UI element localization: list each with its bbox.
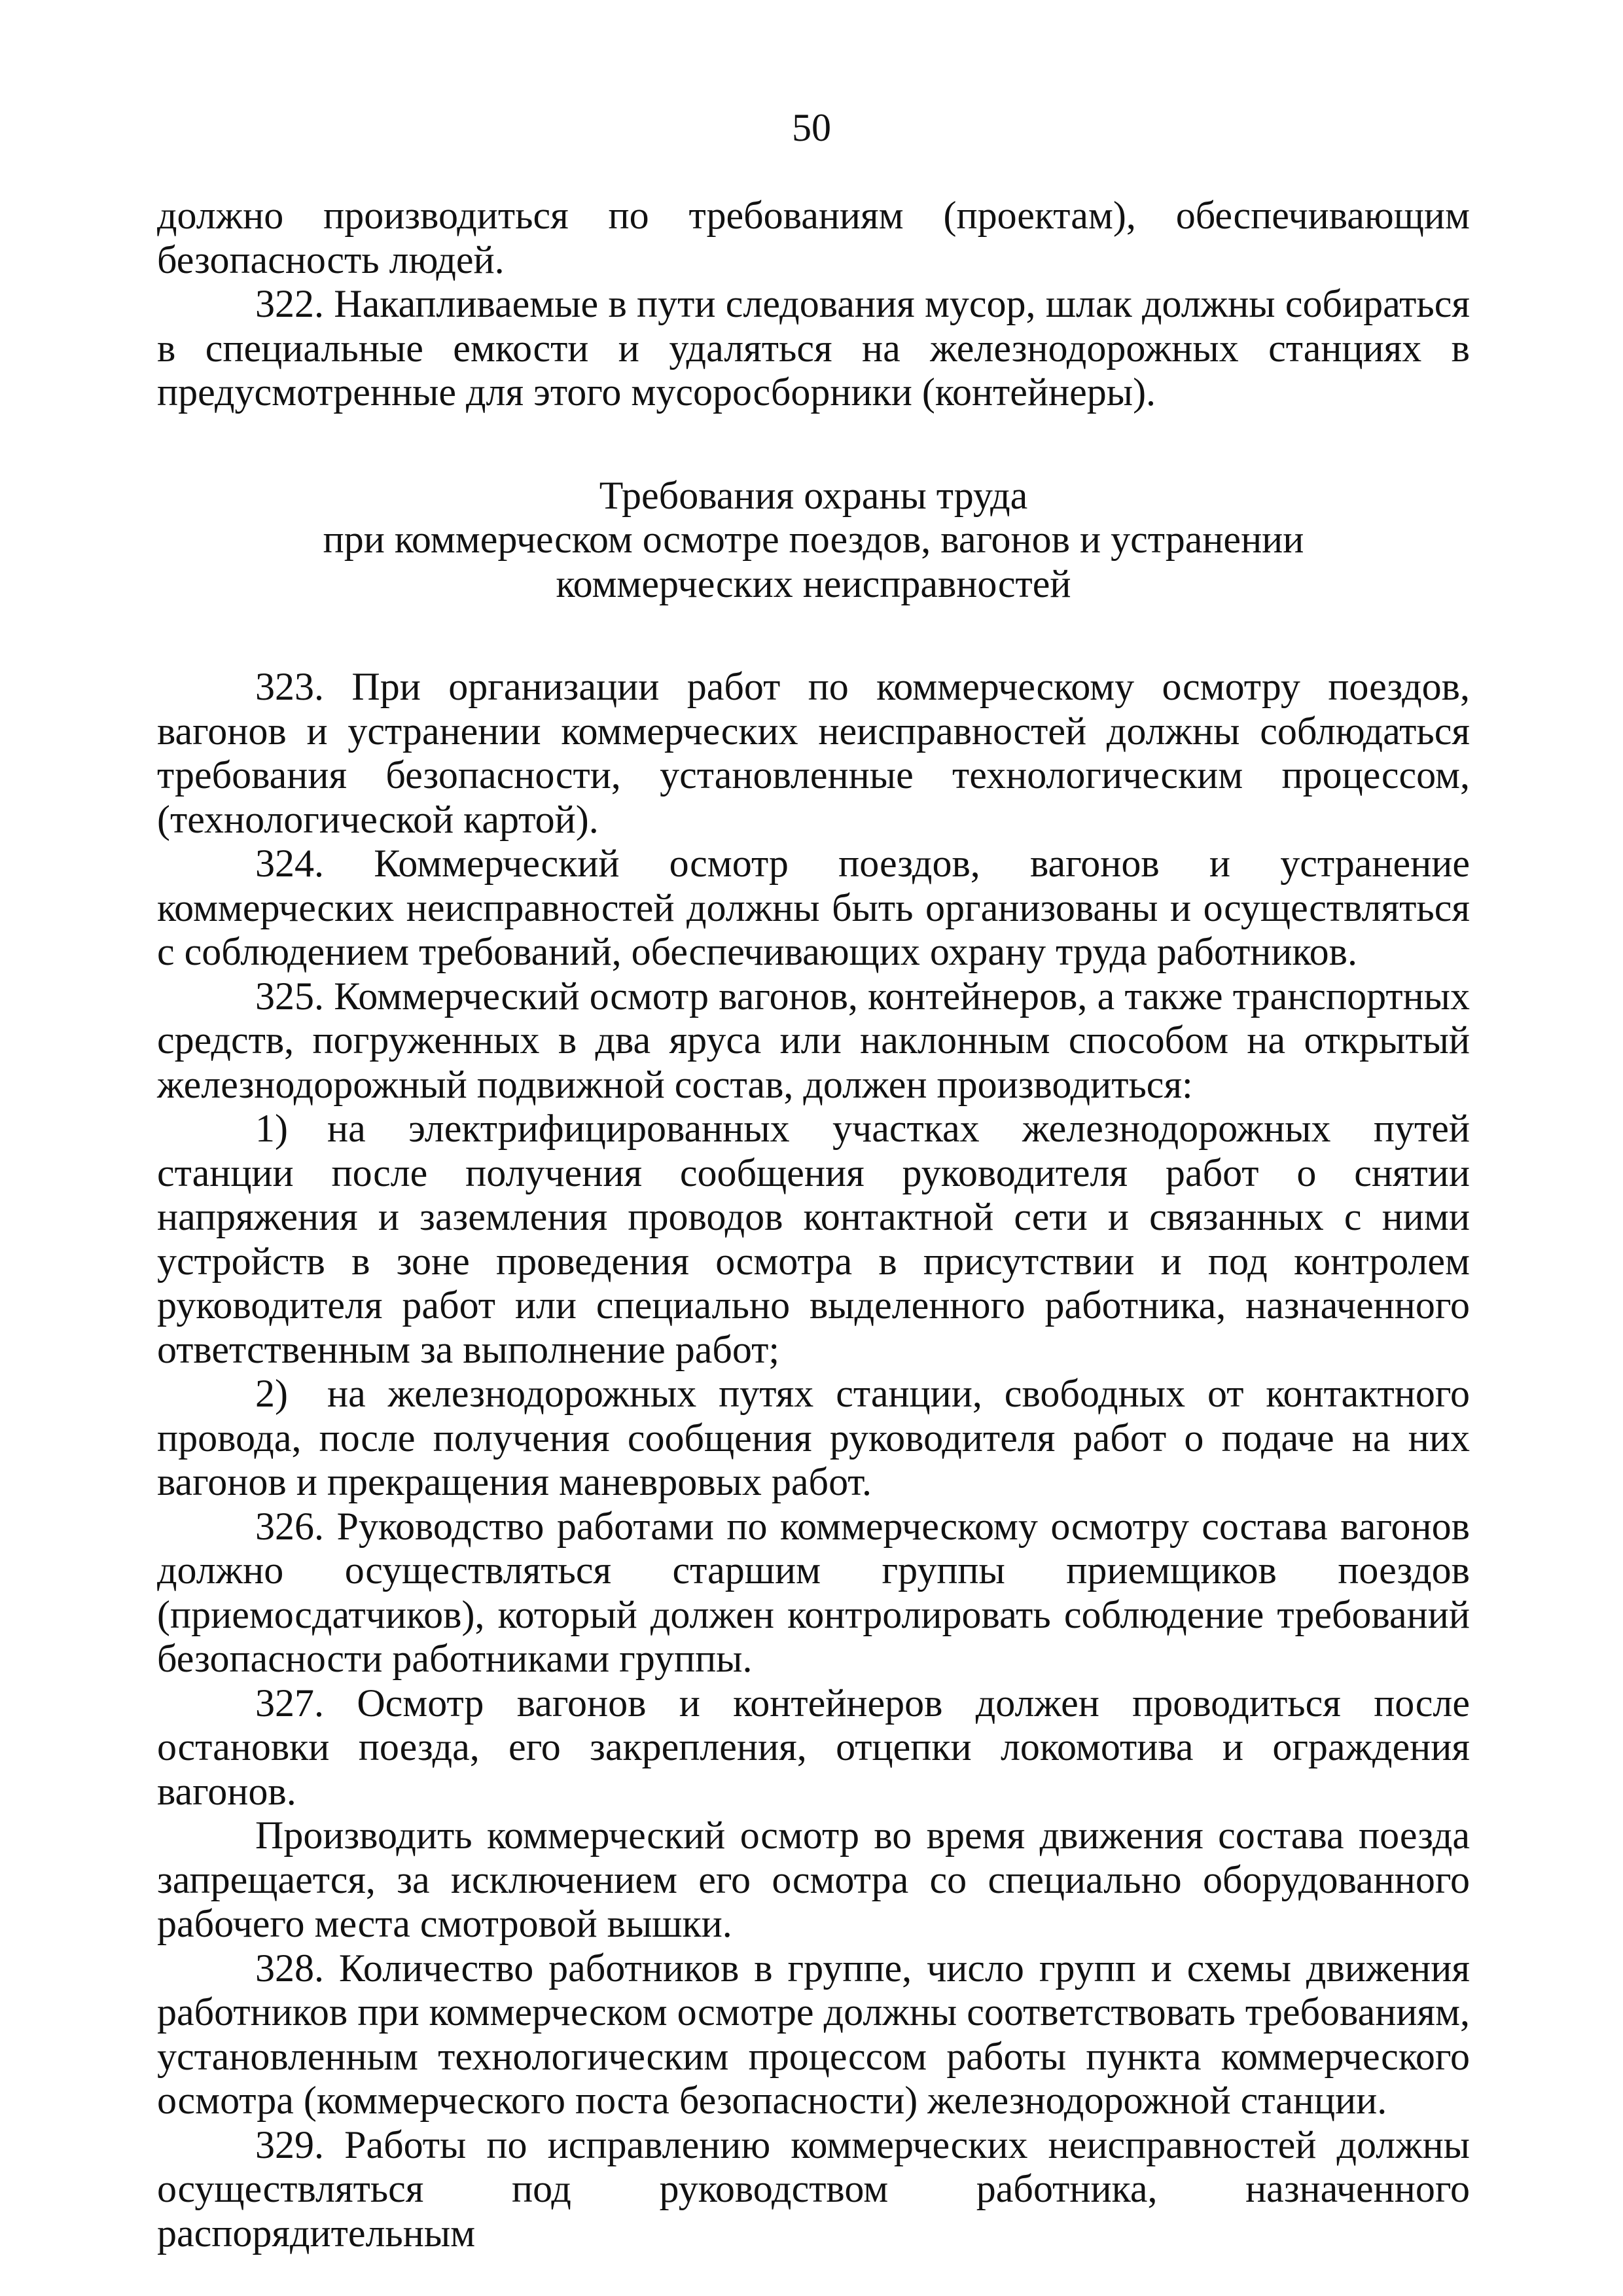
paragraph-328: 328. Количество работников в группе, число групп и схемы движения работников при коммерческом осмотре должны соответствовать требованиям, установленным технологическим процессом работы пункта коммерческого осмотра (коммерческого поста безопасности) железнодорожной станции. xyxy=(157,1946,1470,2122)
page-number: 50 xyxy=(792,106,831,149)
paragraph-324: 324. Коммерческий осмотр поездов, вагонов и устранение коммерческих неисправностей должны быть организованы и осуществляться с соблюдением требований, обеспечивающих охрану труда работников. xyxy=(157,842,1470,973)
heading-line-2: при коммерческом осмотре поездов, вагонов и устранении xyxy=(323,518,1304,561)
list-item-1: 1) на электрифицированных участках железнодорожных путей станции после получения сообщения руководителя работ о снятии напряжения и заземления проводов контактной сети и связанных с ними устройств в зоне проведения осмотра в присутствии и под контролем руководителя работ или специально выделенного работника, назначенного ответственным за выполнение работ; xyxy=(157,1107,1470,1371)
heading-line-1: Требования охраны труда xyxy=(599,473,1028,517)
paragraph-329: 329. Работы по исправлению коммерческих неисправностей должны осуществляться под руководством работника, назначенного распорядительным xyxy=(157,2123,1470,2255)
paragraph-325: 325. Коммерческий осмотр вагонов, контейнеров, а также транспортных средств, погруженных в два яруса или наклонным способом на открытый железнодорожный подвижной состав, должен производиться: xyxy=(157,974,1470,1106)
paragraph-327-continued: Производить коммерческий осмотр во время движения состава поезда запрещается, за исключением его осмотра со специально оборудованного рабочего места смотровой вышки. xyxy=(157,1814,1470,1945)
paragraph-continuation: должно производиться по требованиям (проектам), обеспечивающим безопасность людей. xyxy=(157,194,1470,281)
paragraph-327: 327. Осмотр вагонов и контейнеров должен проводиться после остановки поезда, его закрепления, отцепки локомотива и ограждения вагонов. xyxy=(157,1681,1470,1813)
list-item-2: 2) на железнодорожных путях станции, свободных от контактного провода, после получения сообщения руководителя работ о подаче на них вагонов и прекращения маневровых работ. xyxy=(157,1372,1470,1503)
document-body xyxy=(157,194,1470,2255)
paragraph-322: 322. Накапливаемые в пути следования мусор, шлак должны собираться в специальные емкости и удаляться на железнодорожных станциях в предусмотренные для этого мусоросборники (контейнеры). xyxy=(157,282,1470,414)
paragraph-323: 323. При организации работ по коммерческому осмотру поездов, вагонов и устранении коммерческих неисправностей должны соблюдаться требования безопасности, установленные технологическим процессом, (технологической картой). xyxy=(157,665,1470,841)
section-heading xyxy=(157,474,1470,607)
heading-line-3: коммерческих неисправностей xyxy=(556,562,1071,605)
paragraph-326: 326. Руководство работами по коммерческому осмотру состава вагонов должно осуществляться старшим группы приемщиков поездов (приемосдатчиков), который должен контролировать соблюдение требований безопасности работниками группы. xyxy=(157,1504,1470,1680)
